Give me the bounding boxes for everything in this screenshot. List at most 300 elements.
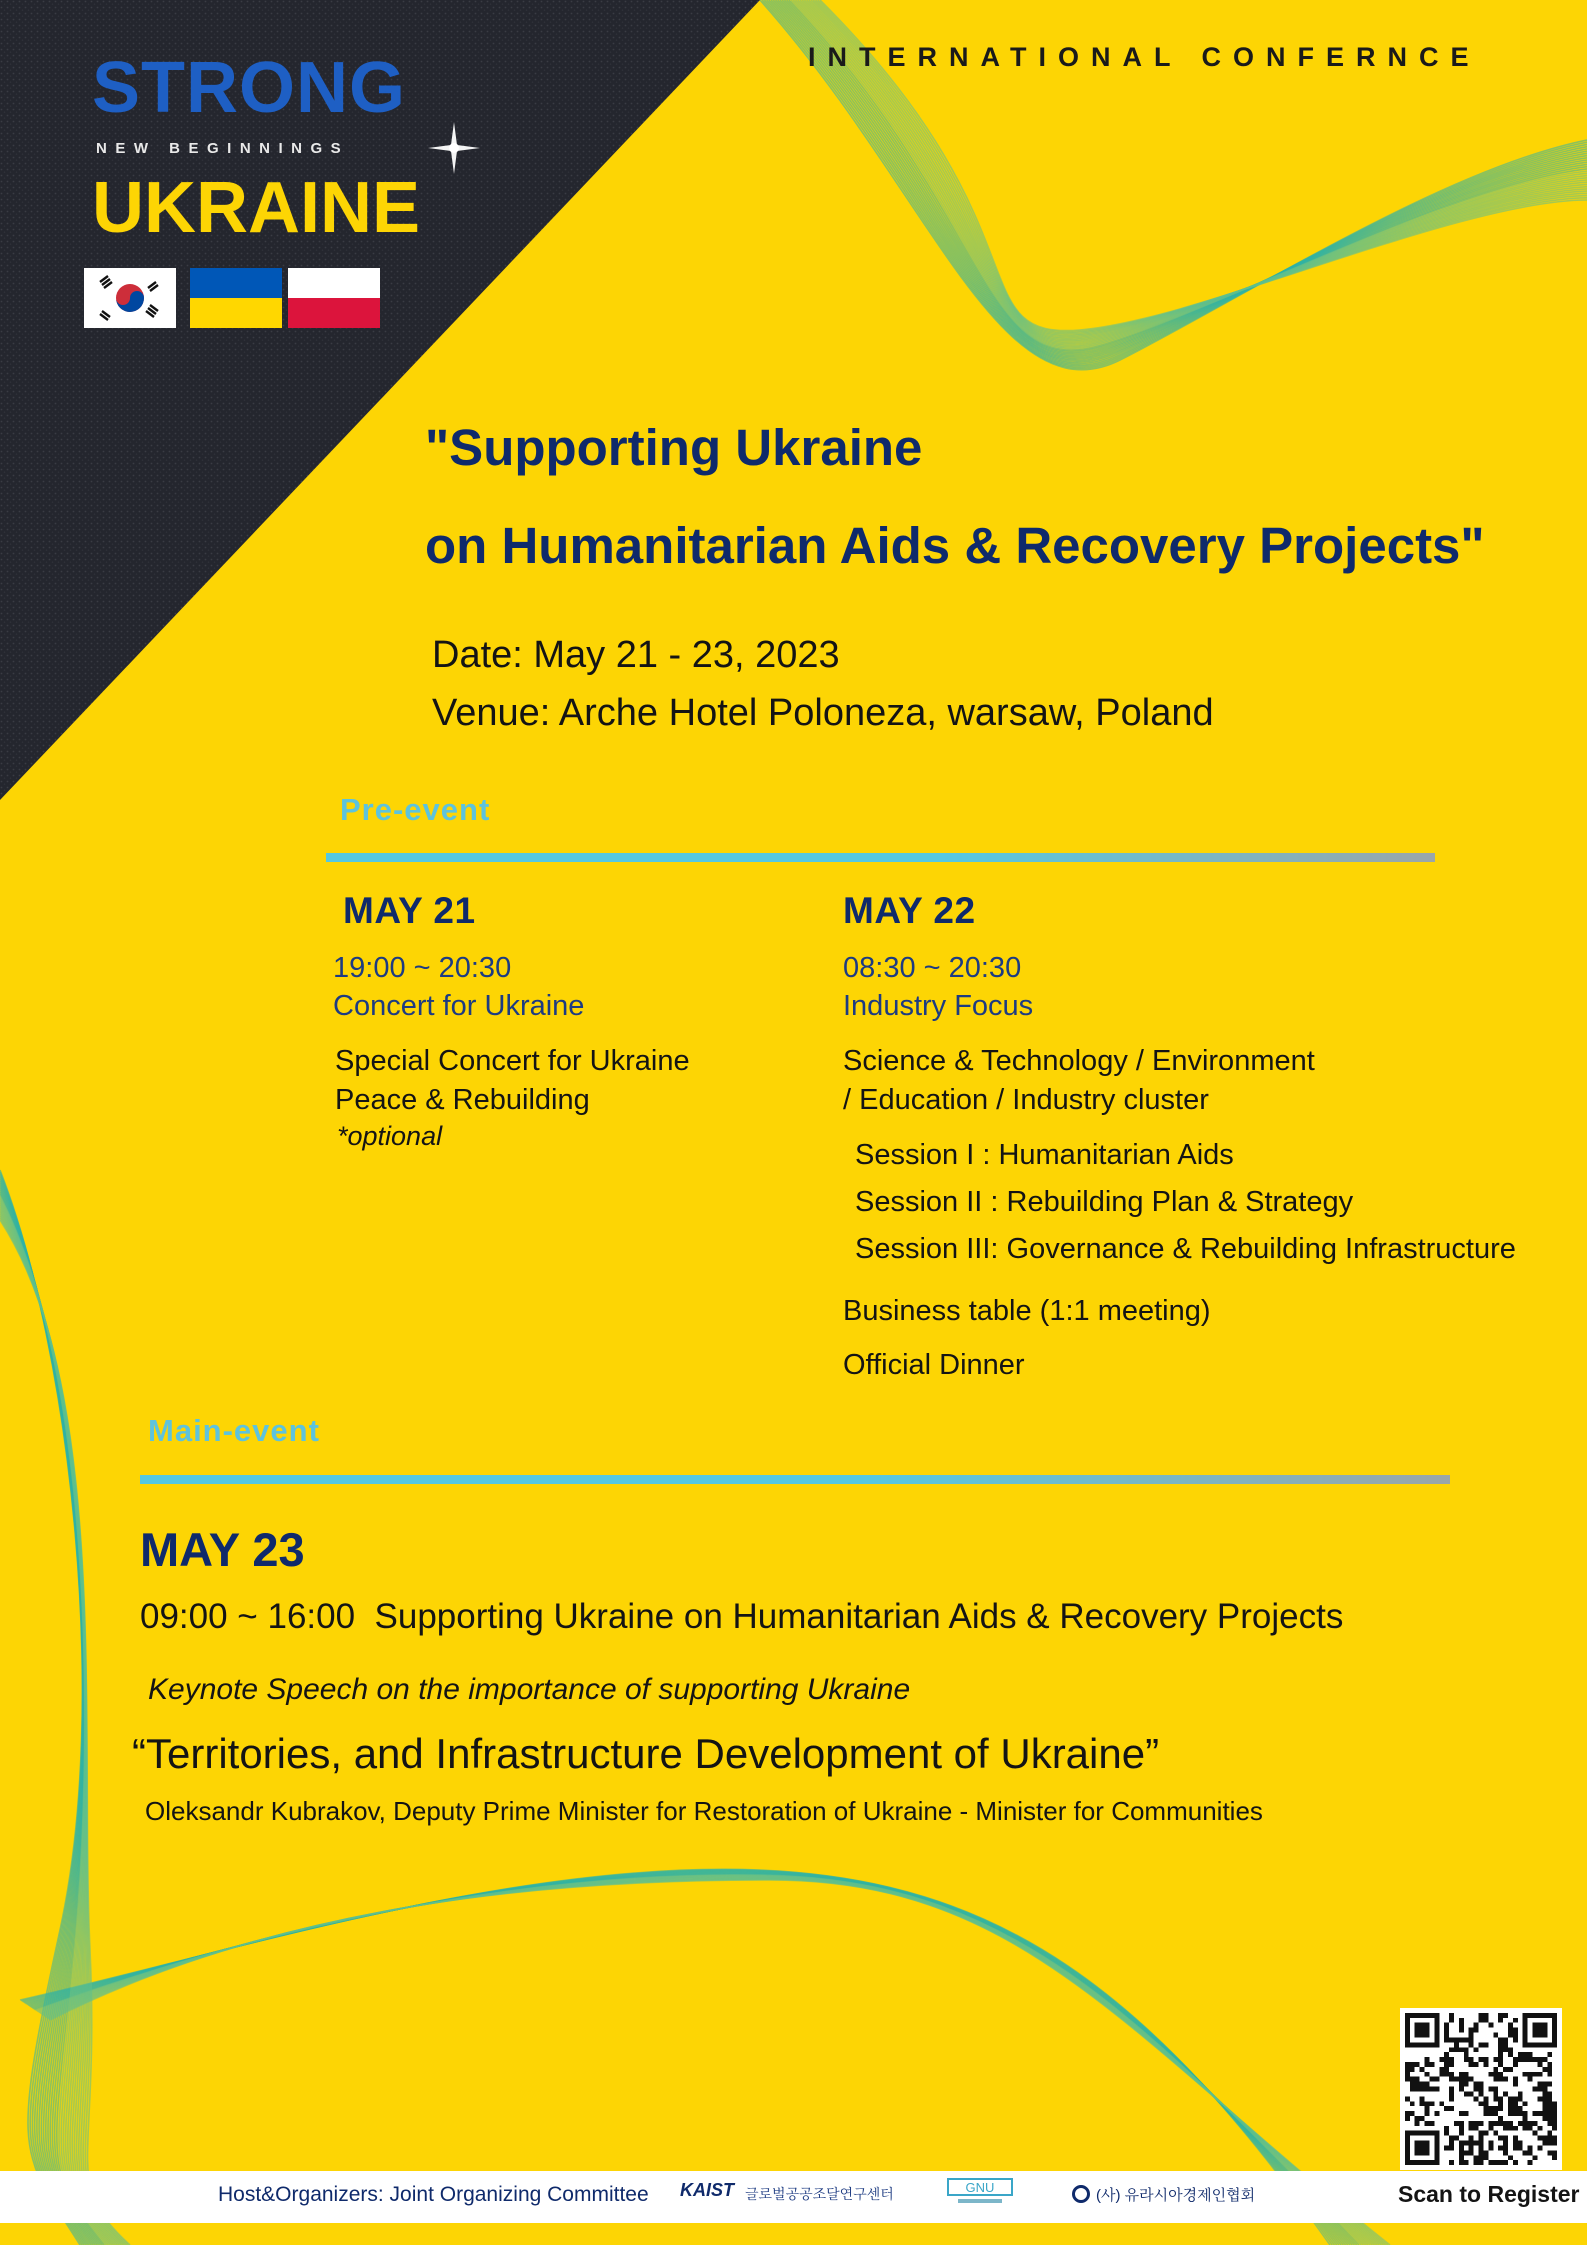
qr-module	[1537, 2126, 1542, 2131]
qr-module	[1498, 2145, 1503, 2150]
qr-module	[1474, 2155, 1479, 2160]
qr-module	[1518, 2121, 1523, 2126]
qr-module	[1552, 2141, 1557, 2146]
qr-module	[1464, 2111, 1469, 2116]
qr-module	[1508, 2096, 1513, 2101]
qr-module	[1547, 2116, 1552, 2121]
qr-module	[1459, 2150, 1464, 2155]
qr-module	[1479, 2145, 1484, 2150]
main-event-label: Main-event	[148, 1413, 320, 1448]
qr-module	[1523, 2052, 1528, 2057]
qr-module	[1464, 2091, 1469, 2096]
qr-module	[1537, 2062, 1542, 2067]
qr-module	[1469, 2126, 1474, 2131]
qr-module	[1523, 2111, 1528, 2116]
qr-module	[1474, 2141, 1479, 2146]
headline-line-2: on Humanitarian Aids & Recovery Projects"	[425, 517, 1485, 574]
qr-module	[1547, 2141, 1552, 2146]
qr-module	[1405, 2131, 1439, 2136]
qr-module	[1488, 2141, 1493, 2146]
may22-heading: MAY 22	[843, 890, 976, 931]
qr-module	[1503, 2136, 1508, 2141]
qr-module	[1474, 2023, 1479, 2028]
qr-module	[1528, 2057, 1533, 2062]
logo-new-beginnings-text: NEW BEGINNINGS	[96, 140, 350, 157]
qr-module	[1405, 2131, 1410, 2165]
qr-module	[1479, 2136, 1484, 2141]
qr-module	[1479, 2131, 1484, 2136]
qr-module	[1483, 2013, 1488, 2018]
qr-module	[1493, 2033, 1498, 2038]
qr-module	[1410, 2077, 1415, 2082]
qr-module	[1513, 2126, 1518, 2131]
qr-module	[1444, 2131, 1449, 2136]
qr-module	[1542, 2096, 1547, 2101]
qr-module	[1498, 2013, 1503, 2018]
qr-module	[1503, 2042, 1508, 2047]
qr-module	[1552, 2126, 1557, 2131]
qr-module	[1479, 2141, 1484, 2146]
qr-module	[1483, 2018, 1488, 2023]
qr-module	[1498, 2101, 1503, 2106]
korea-flag-icon	[84, 268, 176, 328]
qr-module	[1542, 2111, 1547, 2116]
qr-module	[1464, 2057, 1469, 2062]
qr-module	[1459, 2037, 1464, 2042]
qr-module	[1444, 2023, 1449, 2028]
qr-module	[1449, 2013, 1454, 2018]
qr-module	[1429, 2101, 1434, 2106]
qr-module	[1405, 2062, 1410, 2067]
qr-module	[1405, 2111, 1410, 2116]
may22-session: Session I : Humanitarian Aids	[855, 1139, 1234, 1171]
qr-module	[1410, 2082, 1415, 2087]
qr-module	[1483, 2131, 1488, 2136]
qr-module	[1508, 2111, 1513, 2116]
qr-module	[1479, 2018, 1484, 2023]
qr-module	[1523, 2042, 1557, 2047]
qr-module	[1464, 2047, 1469, 2052]
qr-module	[1469, 2091, 1474, 2096]
may21-time: 19:00 ~ 20:30	[333, 952, 512, 984]
qr-module	[1528, 2052, 1533, 2057]
qr-module	[1444, 2052, 1449, 2057]
qr-module	[1523, 2013, 1557, 2018]
qr-module	[1503, 2077, 1508, 2082]
register-qr-code[interactable]	[1400, 2008, 1562, 2170]
qr-module	[1493, 2091, 1498, 2096]
may22-official-dinner: Official Dinner	[843, 1349, 1025, 1381]
qr-module	[1547, 2101, 1552, 2106]
qr-module	[1469, 2145, 1474, 2150]
qr-module	[1459, 2018, 1464, 2023]
qr-module	[1537, 2057, 1542, 2062]
qr-module	[1454, 2047, 1459, 2052]
qr-module	[1547, 2091, 1552, 2096]
qr-module	[1493, 2057, 1498, 2062]
qr-module	[1425, 2057, 1430, 2062]
qr-module	[1523, 2101, 1528, 2106]
event-date: Date: May 21 - 23, 2023	[432, 634, 840, 676]
qr-module	[1469, 2062, 1474, 2067]
qr-module	[1410, 2087, 1415, 2092]
qr-module	[1528, 2121, 1533, 2126]
qr-module	[1425, 2082, 1430, 2087]
qr-module	[1488, 2160, 1493, 2165]
qr-module	[1528, 2150, 1533, 2155]
qr-module	[1523, 2150, 1528, 2155]
qr-module	[1425, 2111, 1430, 2116]
qr-module	[1493, 2072, 1498, 2077]
qr-module	[1513, 2101, 1518, 2106]
qr-module	[1464, 2141, 1469, 2146]
may22-topic-line: / Education / Industry cluster	[843, 1084, 1209, 1116]
qr-module	[1469, 2028, 1474, 2033]
event-venue: Venue: Arche Hotel Poloneza, warsaw, Poland	[432, 692, 1214, 734]
qr-module	[1503, 2067, 1508, 2072]
qr-module	[1488, 2023, 1493, 2028]
conference-label: INTERNATIONAL CONFERNCE	[808, 42, 1481, 72]
qr-module	[1415, 2121, 1420, 2126]
qr-module	[1503, 2013, 1508, 2018]
qr-module	[1459, 2072, 1464, 2077]
qr-module	[1542, 2082, 1547, 2087]
qr-module	[1518, 2145, 1523, 2150]
qr-module	[1464, 2072, 1469, 2077]
qr-module	[1420, 2116, 1425, 2121]
qr-module	[1449, 2018, 1454, 2023]
qr-module	[1469, 2121, 1474, 2126]
qr-module	[1498, 2096, 1503, 2101]
qr-module	[1523, 2057, 1528, 2062]
qr-module	[1479, 2150, 1484, 2155]
qr-module	[1415, 2141, 1430, 2156]
qr-module	[1513, 2033, 1518, 2038]
eurasia-emblem-icon	[1072, 2185, 1090, 2203]
qr-module	[1479, 2155, 1484, 2160]
qr-module	[1528, 2072, 1533, 2077]
qr-module	[1498, 2052, 1503, 2057]
qr-module	[1444, 2126, 1449, 2131]
qr-module	[1498, 2047, 1503, 2052]
ukraine-flag-icon	[190, 268, 282, 328]
qr-module	[1425, 2072, 1430, 2077]
qr-module	[1537, 2072, 1542, 2077]
qr-module	[1479, 2057, 1484, 2062]
main-event-program-line	[140, 1597, 1343, 1637]
qr-module	[1547, 2082, 1552, 2087]
qr-module	[1508, 2106, 1513, 2111]
qr-module	[1503, 2126, 1508, 2131]
qr-module	[1518, 2111, 1523, 2116]
qr-module	[1464, 2160, 1469, 2165]
qr-module	[1542, 2106, 1547, 2111]
qr-module	[1469, 2042, 1474, 2047]
qr-module	[1479, 2082, 1484, 2087]
qr-module	[1503, 2141, 1508, 2146]
qr-module	[1415, 2077, 1420, 2082]
may22-business-table: Business table (1:1 meeting)	[843, 1295, 1211, 1327]
qr-module	[1552, 2013, 1557, 2047]
qr-module	[1483, 2042, 1488, 2047]
may22-session: Session II : Rebuilding Plan & Strategy	[855, 1186, 1354, 1218]
qr-module	[1469, 2057, 1474, 2062]
qr-module	[1498, 2037, 1503, 2042]
qr-module	[1469, 2037, 1474, 2042]
qr-module	[1513, 2057, 1518, 2062]
qr-module	[1483, 2057, 1488, 2062]
qr-module	[1454, 2121, 1459, 2126]
qr-module	[1420, 2087, 1425, 2092]
qr-module	[1474, 2047, 1479, 2052]
qr-module	[1547, 2131, 1552, 2136]
qr-module	[1464, 2077, 1469, 2082]
qr-module	[1444, 2028, 1449, 2033]
qr-module	[1449, 2037, 1454, 2042]
qr-module	[1469, 2141, 1474, 2146]
qr-module	[1528, 2145, 1533, 2150]
pre-event-label: Pre-event	[340, 792, 491, 827]
qr-module	[1405, 2013, 1439, 2018]
qr-module	[1542, 2091, 1547, 2096]
qr-module	[1498, 2160, 1503, 2165]
qr-module	[1542, 2141, 1547, 2146]
qr-module	[1537, 2145, 1542, 2150]
qr-module	[1493, 2067, 1498, 2072]
qr-module	[1479, 2091, 1484, 2096]
qr-module	[1547, 2136, 1552, 2141]
qr-module	[1474, 2062, 1479, 2067]
qr-module	[1459, 2077, 1464, 2082]
qr-module	[1513, 2037, 1518, 2042]
qr-module	[1454, 2042, 1459, 2047]
qr-module	[1488, 2106, 1493, 2111]
qr-module	[1420, 2067, 1425, 2072]
qr-module	[1449, 2087, 1454, 2092]
kaist-logo: KAIST	[680, 2180, 734, 2200]
qr-module	[1488, 2145, 1493, 2150]
may23-heading: MAY 23	[140, 1523, 305, 1576]
qr-module	[1488, 2121, 1493, 2126]
qr-module	[1474, 2096, 1479, 2101]
qr-module	[1464, 2082, 1469, 2087]
qr-module	[1454, 2136, 1459, 2141]
qr-module	[1449, 2062, 1454, 2067]
qr-module	[1459, 2047, 1464, 2052]
qr-module	[1415, 2087, 1420, 2092]
qr-module	[1508, 2028, 1513, 2033]
may21-heading: MAY 21	[343, 890, 476, 931]
qr-module	[1533, 2155, 1538, 2160]
qr-module	[1429, 2077, 1434, 2082]
qr-module	[1518, 2096, 1523, 2101]
qr-module	[1444, 2033, 1449, 2038]
qr-module	[1523, 2121, 1528, 2126]
qr-module	[1449, 2136, 1454, 2141]
qr-module	[1464, 2150, 1469, 2155]
qr-module	[1410, 2067, 1415, 2072]
qr-module	[1528, 2077, 1533, 2082]
may21-optional-note: *optional	[337, 1121, 443, 1151]
qr-module	[1542, 2101, 1547, 2106]
qr-module	[1547, 2096, 1552, 2101]
qr-module	[1444, 2037, 1449, 2042]
qr-module	[1498, 2057, 1503, 2062]
qr-module	[1449, 2091, 1454, 2096]
qr-module	[1449, 2057, 1454, 2062]
qr-module	[1483, 2150, 1488, 2155]
qr-module	[1410, 2101, 1415, 2106]
qr-module	[1547, 2067, 1552, 2072]
qr-module	[1493, 2131, 1498, 2136]
qr-module	[1459, 2145, 1464, 2150]
may21-description-line: Special Concert for Ukraine	[335, 1045, 690, 1077]
may22-time: 08:30 ~ 20:30	[843, 952, 1022, 984]
qr-module	[1439, 2057, 1444, 2062]
qr-module	[1498, 2072, 1503, 2077]
qr-module	[1479, 2087, 1484, 2092]
eurasia-association-name: (사) 유라시아경제인협회	[1096, 2187, 1256, 2204]
qr-module	[1498, 2136, 1503, 2141]
qr-module	[1474, 2082, 1479, 2087]
qr-module	[1552, 2121, 1557, 2126]
qr-module	[1498, 2106, 1503, 2111]
qr-module	[1488, 2111, 1493, 2116]
qr-module	[1405, 2077, 1410, 2082]
qr-module	[1547, 2150, 1552, 2155]
eurasia-association-logo	[1072, 2184, 1255, 2205]
qr-module	[1479, 2121, 1484, 2126]
qr-module	[1498, 2116, 1503, 2121]
qr-module	[1513, 2145, 1518, 2150]
headline-line-1: "Supporting Ukraine	[425, 419, 923, 476]
qr-module	[1459, 2131, 1464, 2136]
main-event-time: 09:00 ~ 16:00	[140, 1597, 356, 1636]
qr-module	[1533, 2111, 1538, 2116]
logo-strong-text: STRONG	[92, 48, 407, 128]
qr-module	[1537, 2096, 1542, 2101]
qr-module	[1533, 2121, 1538, 2126]
qr-module	[1449, 2160, 1454, 2165]
main-event-title-emphasis: Supporting Ukraine	[374, 1597, 675, 1636]
qr-module	[1547, 2121, 1552, 2126]
qr-module	[1513, 2028, 1518, 2033]
qr-module	[1542, 2116, 1547, 2121]
qr-module	[1474, 2087, 1479, 2092]
qr-module	[1483, 2096, 1488, 2101]
qr-module	[1464, 2037, 1469, 2042]
qr-module	[1459, 2082, 1464, 2087]
qr-module	[1444, 2057, 1449, 2062]
qr-module	[1425, 2101, 1430, 2106]
host-organizers: Host&Organizers: Joint Organizing Committee	[218, 2183, 649, 2206]
qr-module	[1454, 2077, 1459, 2082]
main-event-title-rest: on Humanitarian Aids & Recovery Projects	[683, 1597, 1344, 1636]
qr-module	[1498, 2121, 1503, 2126]
qr-module	[1425, 2087, 1430, 2092]
qr-module	[1449, 2077, 1454, 2082]
qr-module	[1547, 2106, 1552, 2111]
qr-module	[1449, 2106, 1454, 2111]
qr-module	[1429, 2062, 1434, 2067]
qr-module	[1513, 2082, 1518, 2087]
qr-module	[1459, 2126, 1464, 2131]
qr-module	[1449, 2145, 1454, 2150]
qr-module	[1493, 2121, 1498, 2126]
qr-module	[1405, 2160, 1439, 2165]
qr-module	[1542, 2067, 1547, 2072]
qr-module	[1537, 2111, 1542, 2116]
qr-module	[1488, 2072, 1493, 2077]
qr-module	[1552, 2136, 1557, 2141]
qr-module	[1503, 2091, 1508, 2096]
qr-module	[1434, 2131, 1439, 2165]
qr-module	[1518, 2141, 1523, 2146]
wave-line	[0, 1185, 95, 2245]
qr-module	[1439, 2101, 1444, 2106]
qr-module	[1503, 2145, 1508, 2150]
qr-module	[1533, 2072, 1538, 2077]
qr-module	[1488, 2126, 1493, 2131]
qr-module	[1518, 2057, 1523, 2062]
qr-module	[1503, 2160, 1508, 2165]
qr-module	[1444, 2062, 1449, 2067]
qr-module	[1449, 2072, 1454, 2077]
qr-module	[1449, 2047, 1454, 2052]
qr-module	[1547, 2062, 1552, 2067]
keynote-intro: Keynote Speech on the importance of supporting Ukraine	[148, 1673, 911, 1706]
qr-module	[1405, 2067, 1410, 2072]
qr-module	[1552, 2111, 1557, 2116]
qr-module	[1449, 2096, 1454, 2101]
qr-module	[1439, 2067, 1444, 2072]
qr-module	[1479, 2013, 1484, 2018]
qr-module	[1434, 2111, 1439, 2116]
pre-event-divider	[326, 853, 1435, 862]
qr-module	[1449, 2141, 1454, 2146]
qr-module	[1552, 2101, 1557, 2106]
qr-module	[1429, 2121, 1434, 2126]
qr-module	[1498, 2077, 1503, 2082]
qr-module	[1533, 2057, 1538, 2062]
scan-to-register-label[interactable]: Scan to Register	[1398, 2181, 1580, 2207]
qr-module	[1459, 2121, 1464, 2126]
logo-ukraine-text: UKRAINE	[92, 168, 421, 248]
qr-module	[1498, 2062, 1503, 2067]
qr-module	[1459, 2087, 1464, 2092]
qr-module	[1493, 2160, 1498, 2165]
qr-module	[1518, 2052, 1523, 2057]
qr-module	[1479, 2042, 1484, 2047]
qr-module	[1513, 2136, 1518, 2141]
qr-module	[1444, 2067, 1449, 2072]
qr-module	[1503, 2121, 1508, 2126]
qr-module	[1483, 2111, 1488, 2116]
qr-module	[1425, 2062, 1430, 2067]
qr-module	[1508, 2155, 1513, 2160]
qr-module	[1459, 2160, 1464, 2165]
qr-module	[1513, 2096, 1518, 2101]
may22-event-title: Industry Focus	[843, 990, 1034, 1022]
qr-module	[1474, 2121, 1479, 2126]
qr-module	[1405, 2072, 1410, 2077]
gnu-logo-icon	[946, 2177, 1014, 2207]
may21-event-title: Concert for Ukraine	[333, 990, 585, 1022]
qr-module	[1479, 2101, 1484, 2106]
qr-module	[1474, 2160, 1479, 2165]
qr-module	[1483, 2062, 1488, 2067]
qr-module	[1503, 2150, 1508, 2155]
